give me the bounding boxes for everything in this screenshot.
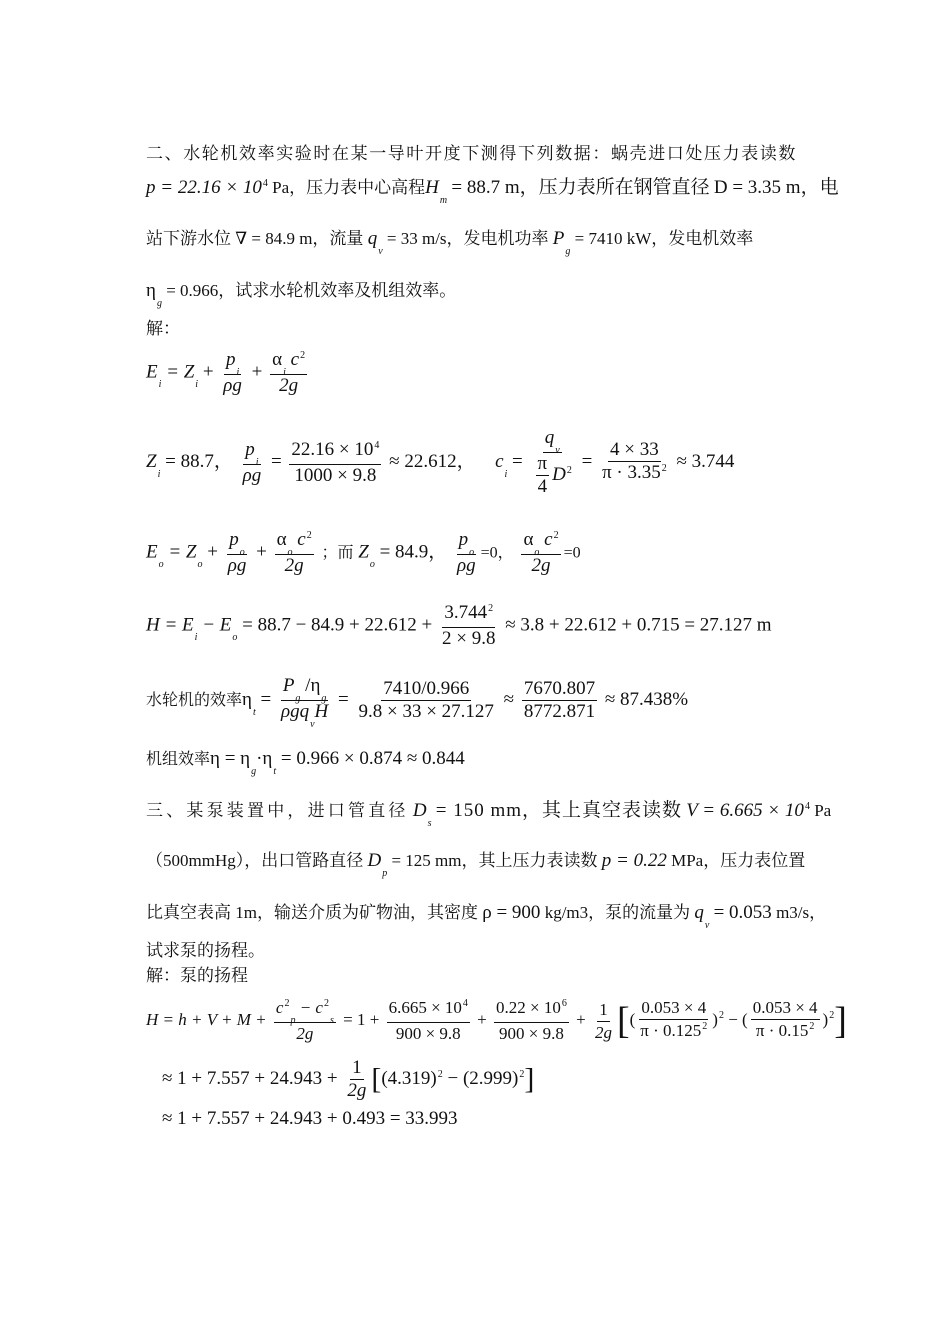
problem2-line3: 站下游水位 ∇ = 84.9 m，流量 $q_v = 33$ m/s，发电机功率 $P_g = 7410$ kW，发电机效率: [146, 228, 754, 257]
fraction-alpha-co2: $\frac{\alpha_o c^2}{2g}$: [276, 529, 312, 576]
fraction-alpha-c2: $\frac{\alpha_i c^2}{2g}$: [272, 349, 306, 396]
fraction-po-rhog: $\frac{p_o}{\rho g}$: [227, 529, 247, 576]
problem2-line4: $\eta_g = 0.966$，试求水轮机效率及机组效率。: [146, 280, 457, 309]
equation-unit-efficiency: 机组效率$\eta = \eta_g\cdot\eta_t = 0.966 \times 0.874 \approx 0.844$: [146, 748, 465, 777]
fraction-pi-rhog: $\frac{p_i}{\rho g}$: [223, 349, 242, 396]
problem3-solution-label: 解：泵的扬程: [146, 966, 248, 985]
fraction-velocity-2: $\frac{4 \times 33}{\pi \cdot 3.35^2}$: [602, 438, 667, 483]
fraction-inlet-velocity: $\frac{0.053 \times 4}{\pi \cdot 0.15^2}$: [752, 998, 818, 1040]
fraction-velocity: $q_v$ $\frac{\pi}{4}$ $D^2$: [537, 427, 572, 497]
fraction-one-over-2g-2: $\frac{1}{2g}$: [347, 1057, 367, 1101]
problem2-line2: $p = 22.16 \times 10^4$ Pa，压力表中心高程$H_m = 88.7$ m，压力表所在钢管直径 D = 3.35 m，电: [146, 177, 839, 206]
equation-pump-head-3: ≈ 1 + 7.557 + 24.943 + 0.493 = 33.993: [162, 1108, 458, 1129]
fraction-alpha-co2-2: $\frac{\alpha_o c^2}{2g}$: [523, 529, 559, 576]
fraction-pressure: $\frac{22.16 \times 10^4}{1000 \times 9.8}$: [291, 438, 380, 486]
equation-pump-head-2: ≈ 1 + 7.557 + 24.943 + $\frac{1}{2g}$ $[(4.319)^2 - (2.999)^2]$: [162, 1057, 535, 1101]
equation-turbine-efficiency: 水轮机的效率$\eta_t$ = $\frac{P_g /\eta_g}{\rho gq_vH}$ = $\frac{7410/0.966}{9.8 \times 33 \times 27.127}$ ≈ $\frac{7670.807}{8772.871}$ ≈ 87.438%: [146, 675, 689, 730]
problem2-solution-label: 解：: [146, 319, 180, 338]
problem3-line1: 三、某泵装置中，进口管直径 $D_s = 150$ mm，其上真空表读数 $V = 6.665 \times 10^4$ Pa: [146, 800, 832, 829]
problem2-line1: 二、水轮机效率实验时在某一导叶开度下测得下列数据：蜗壳进口处压力表读数: [146, 144, 797, 163]
fraction-po-rhog-2: $\frac{p_o}{\rho g}$: [457, 529, 476, 576]
fraction-vacuum-head: $\frac{6.665 \times 10^4}{900 \times 9.8}$: [388, 998, 468, 1043]
fraction-efficiency-formula: $\frac{P_g /\eta_g}{\rho gq_vH}$: [280, 675, 329, 730]
equation-eo: $E_o = Z_o$ + $\frac{p_o}{\rho g}$ + $\frac{\alpha_o c^2}{2g}$ ；而 $Z_o = 84.9$， $\frac{p_o}{\rho g}$ =0， $\frac{\alpha_o c^2}{2g}$ =0: [146, 529, 581, 576]
fraction-efficiency-values: $\frac{7410/0.966}{9.8 \times 33 \times 27.127}$: [358, 678, 494, 722]
fraction-velocity-diff: $\frac{c^2_p - c^2_s}{2g}$: [275, 998, 334, 1043]
fraction-velocity-head: $\frac{3.744^2}{2 \times 9.8}$: [442, 602, 496, 649]
fraction-outlet-velocity: $\frac{0.053 \times 4}{\pi \cdot 0.125^2}$: [640, 998, 708, 1040]
fraction-pi-over-4: $\frac{\pi}{4}$: [537, 453, 548, 497]
equation-pump-head-1: H = h + V + M + $\frac{c^2_p - c^2_s}{2g}$ = 1 + $\frac{6.665 \times 10^4}{900 \times 9.8}$ + $\frac{0.22 \times 10^6}{900 \times 9.8}$ + $\frac{1}{2g}$ [( $\frac{0.053 \times 4}{\pi \cdot 0.125^2}$ )$^2$ − ( $\frac{0.053 \times 4}{\pi \cdot 0.15^2}$ )$^2$]: [146, 998, 847, 1043]
equation-zi: $Z_i = 88.7$， $\frac{p_i}{\rho g}$ = $\frac{22.16 \times 10^4}{1000 \times 9.8}$ ≈ 22.612， $c_i$ = $q_v$ $\frac{\pi}{4}$ $D^2$ = $\frac{4 \times 33}{\pi \cdot 3.35^2}$ ≈ 3.744: [146, 427, 735, 497]
problem3-line2: （500mmHg），出口管路直径 $D_p = 125$ mm，其上压力表读数 p = 0.22 MPa，压力表位置: [146, 850, 806, 879]
fraction-one-over-2g: $\frac{1}{2g}$: [594, 999, 612, 1042]
equation-ei: $E_i = Z_i$ + $\frac{p_i}{\rho g}$ + $\frac{\alpha_i c^2}{2g}$: [146, 349, 306, 396]
fraction-pi-rhog-2: $\frac{p_i}{\rho g}$: [242, 438, 262, 486]
problem3-line4: 试求泵的扬程。: [146, 941, 265, 960]
fraction-pressure-head: $\frac{0.22 \times 10^6}{900 \times 9.8}$: [496, 998, 567, 1043]
equation-head: $H = E_i - E_o = 88.7 - 84.9 + 22.612$ + $\frac{3.744^2}{2 \times 9.8}$ ≈ 3.8 + 22.612 + 0.715 = 27.127 m: [146, 602, 772, 649]
problem3-line3: 比真空表高 1m，输送介质为矿物油，其密度 ρ = 900 kg/m3，泵的流量为 $q_v = 0.053$ m3/s，: [146, 902, 827, 931]
fraction-efficiency-result: $\frac{7670.807}{8772.871}$: [523, 678, 596, 722]
